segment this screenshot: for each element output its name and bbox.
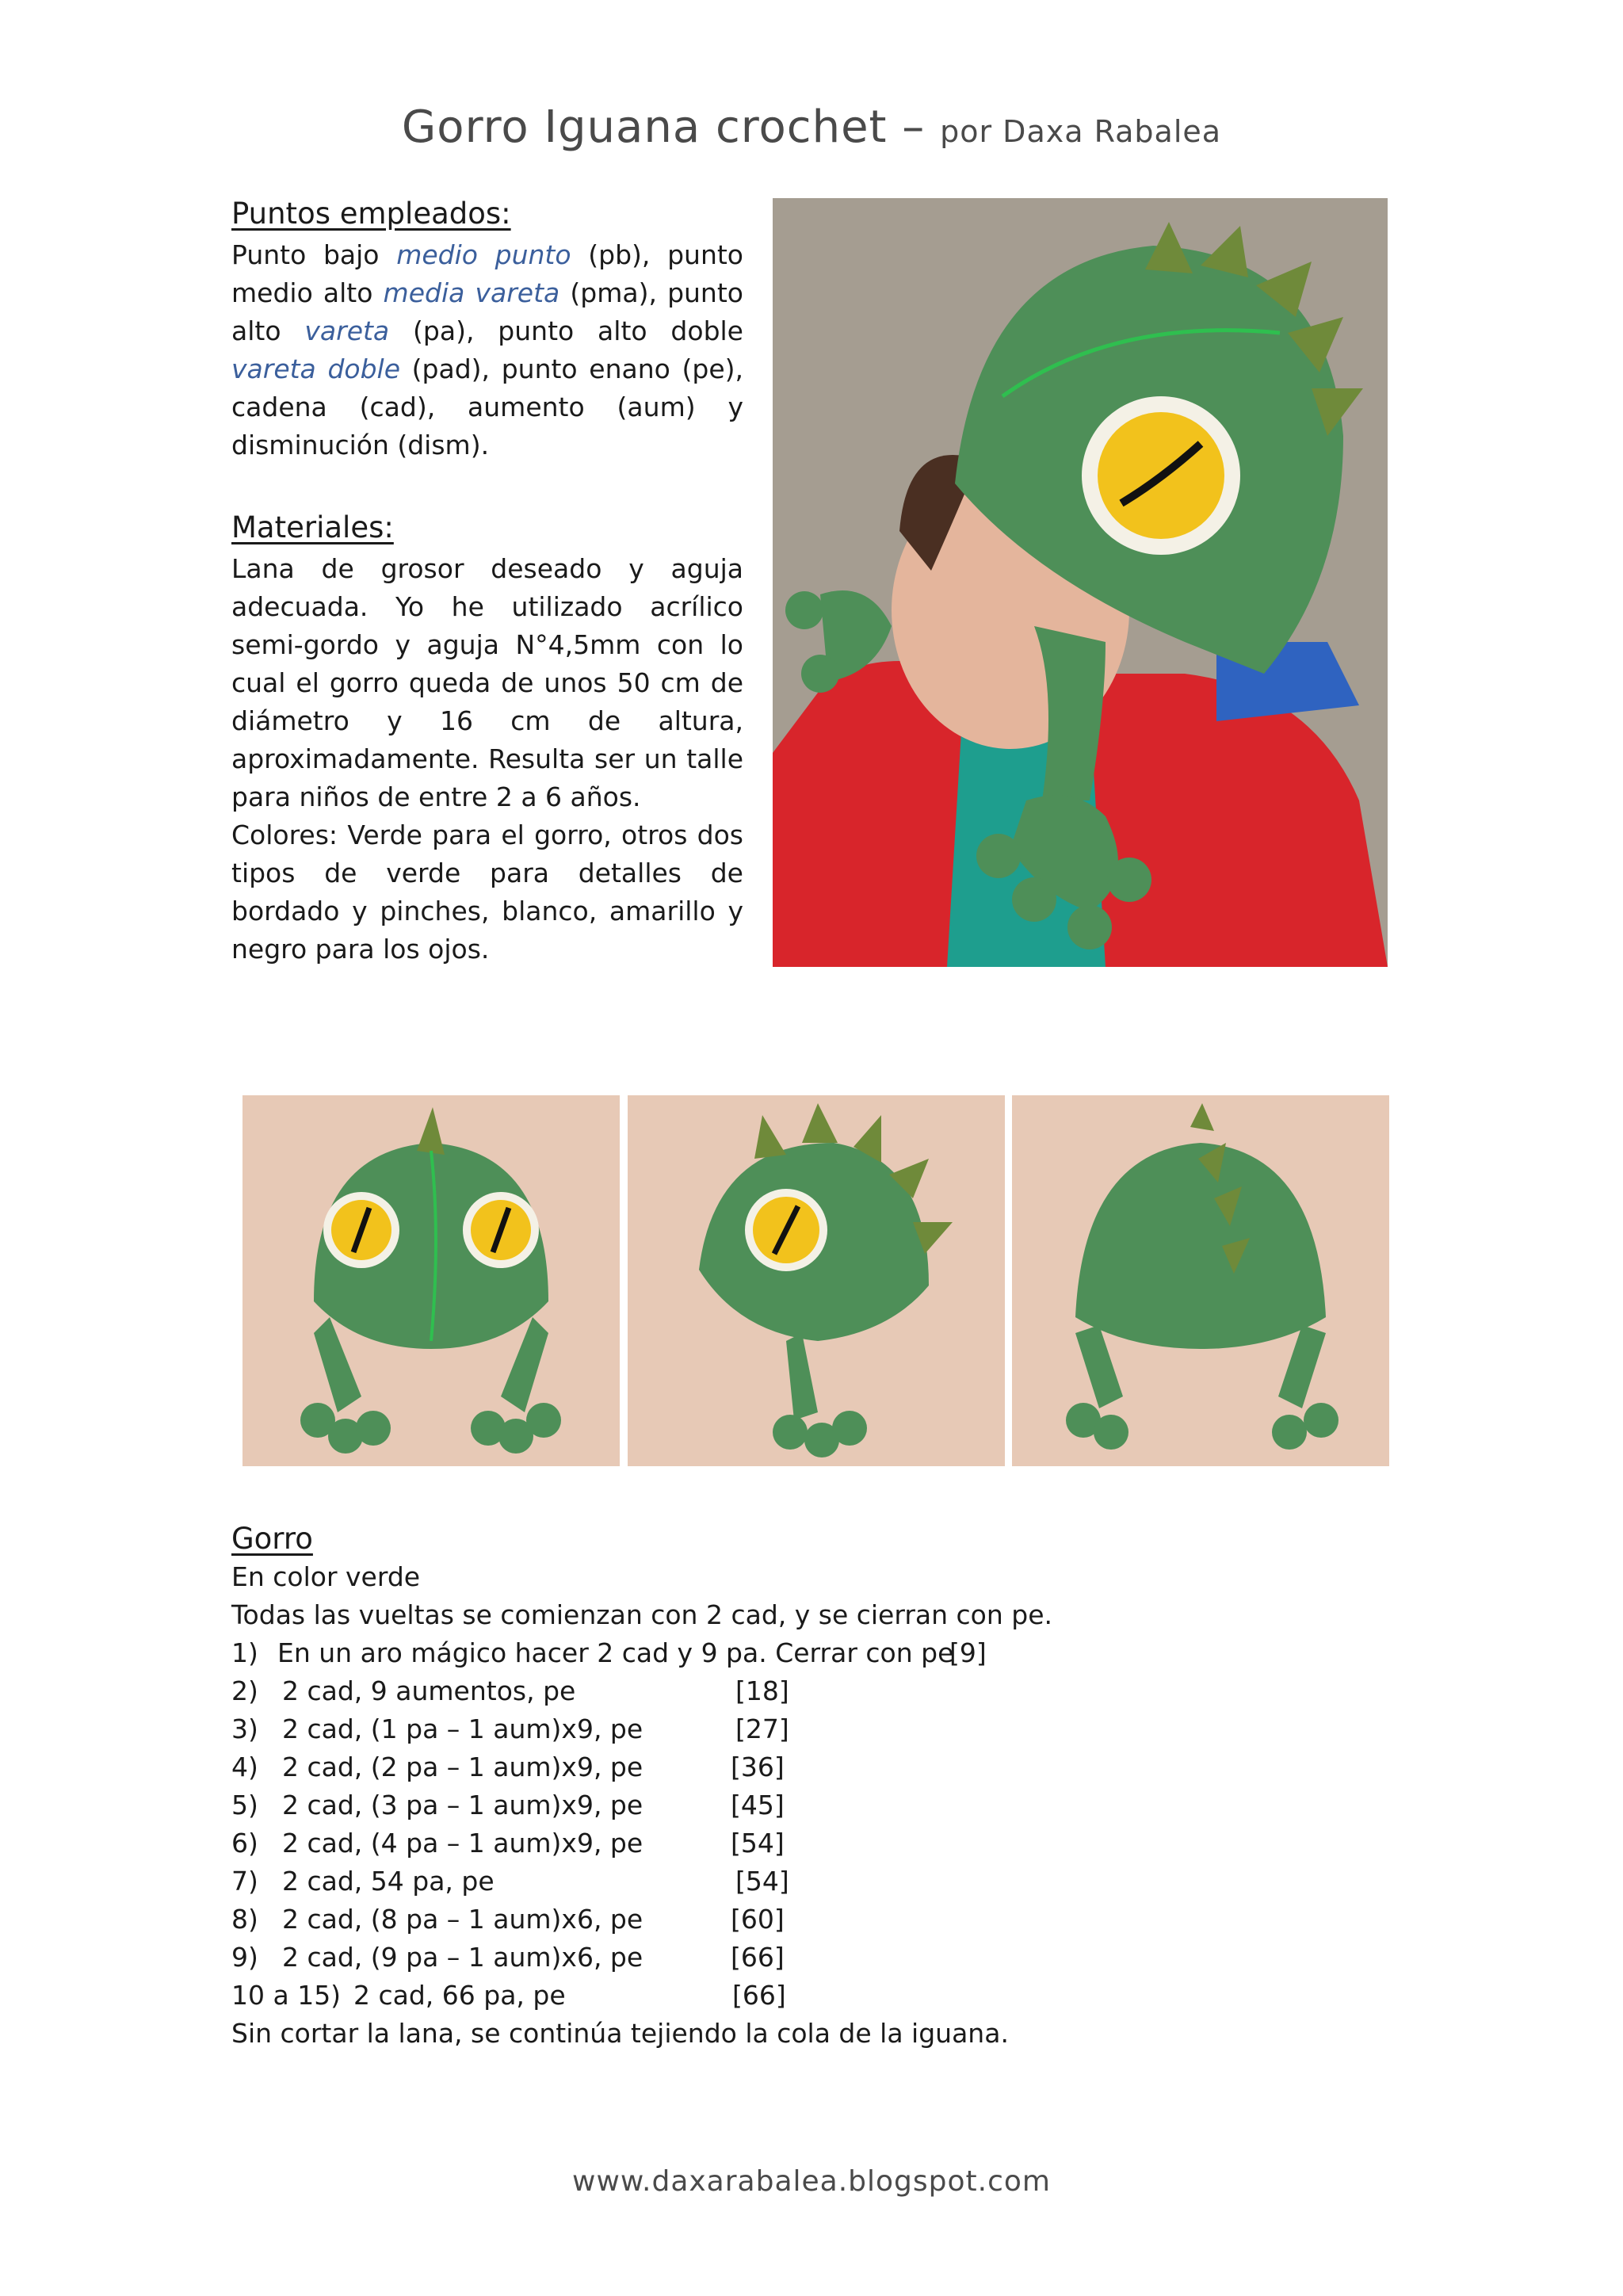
round-text: 2 cad, (2 pa – 1 aum)x9, pe [282, 1752, 643, 1782]
round-number: 1) [231, 1637, 258, 1668]
round-number: 10 a 15) [231, 1980, 342, 2011]
round-number: 5) [231, 1790, 258, 1820]
round-count: [18] [735, 1675, 789, 1706]
round-text: 2 cad, (3 pa – 1 aum)x9, pe [282, 1790, 643, 1820]
gorro-intro-color [231, 1558, 1052, 1596]
round-count: [9] [949, 1637, 987, 1668]
gorro-intro-rule [231, 1596, 1052, 1634]
puntos-text-1: Punto bajo [231, 239, 397, 270]
round-text: 2 cad, (8 pa – 1 aum)x6, pe [282, 1904, 643, 1935]
round-row [231, 1786, 1052, 1824]
hat-back-photo [1012, 1095, 1389, 1466]
puntos-text-2: (pb), punto medio alto [231, 239, 743, 308]
round-count: [45] [731, 1790, 785, 1820]
title-byline: por Daxa Rabalea [940, 114, 1222, 149]
child-hat-photo [773, 198, 1388, 967]
puntos-heading: Puntos empleados: [231, 197, 511, 231]
round-row [231, 1977, 1052, 2015]
title-text: Gorro Iguana crochet [401, 101, 888, 153]
round-text: 2 cad, 66 pa, pe [353, 1980, 566, 2011]
closing-text: Sin cortar la lana, se continúa tejiendo la cola de la iguana. [231, 2018, 1009, 2049]
round-count: [60] [731, 1904, 785, 1935]
round-count: [27] [735, 1713, 789, 1744]
puntos-term-medio-punto: medio punto [396, 239, 571, 270]
round-text: En un aro mágico hacer 2 cad y 9 pa. Cerrar con pe [277, 1637, 954, 1668]
puntos-term-vareta-doble: vareta doble [231, 353, 401, 384]
round-text: 2 cad, (4 pa – 1 aum)x9, pe [282, 1828, 643, 1859]
round-number: 8) [231, 1904, 258, 1935]
intro-rule-text: Todas las vueltas se comienzan con 2 cad, y se cierran con pe. [231, 1599, 1053, 1630]
round-row [231, 1672, 1052, 1710]
round-count: [36] [731, 1752, 785, 1782]
round-text: 2 cad, 54 pa, pe [282, 1866, 495, 1897]
round-number: 4) [231, 1752, 258, 1782]
puntos-text-4: (pa), punto alto doble [389, 315, 743, 346]
title-dash: – [902, 101, 926, 153]
round-number: 7) [231, 1866, 258, 1897]
document-title [0, 101, 1623, 153]
puntos-text-5: (pad), punto enano (pe), cadena (cad), aumento (aum) y disminución (dism). [231, 353, 743, 460]
materiales-heading: Materiales: [231, 510, 394, 544]
puntos-text-3: (pma), punto alto [231, 277, 743, 346]
round-count: [54] [735, 1866, 789, 1897]
round-text: 2 cad, (1 pa – 1 aum)x9, pe [282, 1713, 643, 1744]
round-row [231, 1748, 1052, 1786]
round-number: 3) [231, 1713, 258, 1744]
gorro-closing [231, 2015, 1052, 2053]
hat-front-photo [242, 1095, 620, 1466]
hat-side-photo [628, 1095, 1005, 1466]
round-text: 2 cad, 9 aumentos, pe [282, 1675, 576, 1706]
round-count: [66] [731, 1942, 785, 1973]
round-row [231, 1824, 1052, 1862]
materiales-paragraph-1: Lana de grosor deseado y aguja adecuada. Yo he utilizado acrílico semi-gordo y aguja N°4,5mm con lo cual el gorro queda de unos 50 cm de diámetro y 16 cm de altura, aproximadamente. Resulta ser un talle para niños de entre 2 a 6 años. [231, 553, 743, 812]
round-row [231, 1939, 1052, 1977]
round-number: 6) [231, 1828, 258, 1859]
footer-url: www.daxarabalea.blogspot.com [572, 2165, 1051, 2198]
gorro-heading: Gorro [231, 1522, 313, 1556]
round-text: 2 cad, (9 pa – 1 aum)x6, pe [282, 1942, 643, 1973]
round-count: [66] [732, 1980, 786, 2011]
round-number: 9) [231, 1942, 258, 1973]
puntos-term-media-vareta: media vareta [383, 277, 560, 308]
gorro-instructions [231, 1558, 1052, 2053]
round-row [231, 1862, 1052, 1901]
round-number: 2) [231, 1675, 258, 1706]
round-row [231, 1901, 1052, 1939]
round-count: [54] [731, 1828, 785, 1859]
puntos-paragraph [231, 236, 743, 464]
puntos-term-vareta: vareta [304, 315, 390, 346]
round-row [231, 1710, 1052, 1748]
materiales-paragraph-2: Colores: Verde para el gorro, otros dos tipos de verde para detalles de bordado y pinches, blanco, amarillo y negro para los ojos. [231, 819, 743, 965]
intro-color-text: En color verde [231, 1561, 421, 1592]
round-row [231, 1634, 1052, 1672]
